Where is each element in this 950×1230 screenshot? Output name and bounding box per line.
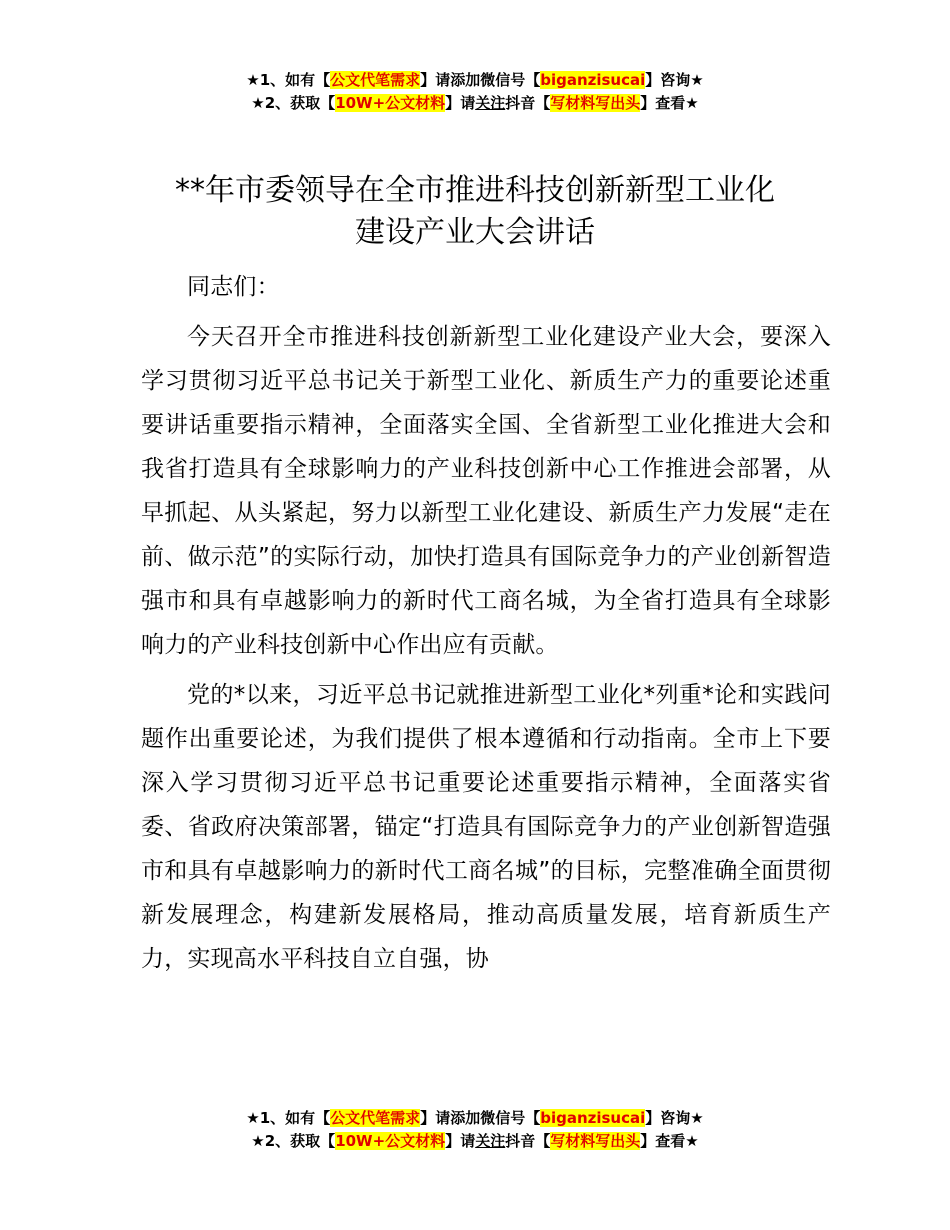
wechat-id-highlight: biganzisucai bbox=[540, 71, 646, 89]
banner-text: ★2、获取【 bbox=[251, 1132, 336, 1150]
header-banner bbox=[0, 69, 950, 115]
paragraph: 党的*以来，习近平总书记就推进新型工业化*列重*论和实践问题作出重要论述，为我们提供了根本遵循和行动指南。全市上下要深入学习贯彻习近平总书记重要论述重要指示精神，全面落实省委、省政府决策部署，锚定“打造具有国际竞争力的产业创新智造强市和具有卓越影响力的新时代工商名城”的目标，完整准确全面贯彻新发展理念，构建新发展格局，推动高质量发展，培育新质生产力，实现高水平科技自立自强，协 bbox=[141, 682, 831, 972]
banner-underlined: 关注 bbox=[475, 94, 506, 112]
banner-text: 抖音【 bbox=[505, 1132, 551, 1150]
banner-line-1 bbox=[0, 69, 950, 92]
banner-text: 】请添加微信号【 bbox=[420, 71, 541, 89]
title-line-1: **年市委领导在全市推进科技创新新型工业化 bbox=[175, 173, 775, 208]
banner-highlight: 写材料写出头 bbox=[550, 1132, 641, 1150]
banner-text: ★2、获取【 bbox=[251, 94, 336, 112]
banner-text: 】查看★ bbox=[640, 94, 699, 112]
banner-text: 】请 bbox=[445, 1132, 476, 1150]
banner-text: 】请添加微信号【 bbox=[420, 1109, 541, 1127]
banner-line-2 bbox=[0, 92, 950, 115]
banner-highlight: 公文代笔需求 bbox=[330, 71, 421, 89]
banner-text: 抖音【 bbox=[505, 94, 551, 112]
paragraph: 今天召开全市推进科技创新新型工业化建设产业大会，要深入学习贯彻习近平总书记关于新型工业化、新质生产力的重要论述重要讲话重要指示精神，全面落实全国、全省新型工业化推进大会和我省打造具有全球影响力的产业科技创新中心工作推进会部署，从早抓起、从头紧起，努力以新型工业化建设、新质生产力发展“走在前、做示范”的实际行动，加快打造具有国际竞争力的产业创新智造强市和具有卓越影响力的新时代工商名城，为全省打造具有全球影响力的产业科技创新中心作出应有贡献。 bbox=[141, 324, 831, 658]
banner-line-1 bbox=[0, 1107, 950, 1130]
banner-highlight: 写材料写出头 bbox=[550, 94, 641, 112]
banner-line-2 bbox=[0, 1130, 950, 1153]
banner-text: 】查看★ bbox=[640, 1132, 699, 1150]
banner-highlight: 公文代笔需求 bbox=[330, 1109, 421, 1127]
banner-text: ★1、如有【 bbox=[246, 1109, 331, 1127]
banner-text: 】咨询★ bbox=[645, 1109, 704, 1127]
banner-highlight: 10W+公文材料 bbox=[335, 94, 446, 112]
banner-text: 】咨询★ bbox=[645, 71, 704, 89]
title-line-2: 建设产业大会讲话 bbox=[355, 215, 595, 250]
banner-underlined: 关注 bbox=[475, 1132, 506, 1150]
footer-banner bbox=[0, 1107, 950, 1153]
wechat-id-highlight: biganzisucai bbox=[540, 1109, 646, 1127]
banner-highlight: 10W+公文材料 bbox=[335, 1132, 446, 1150]
banner-text: 】请 bbox=[445, 94, 476, 112]
salutation: 同志们： bbox=[187, 274, 280, 300]
banner-text: ★1、如有【 bbox=[246, 71, 331, 89]
document-body bbox=[141, 265, 831, 987]
document-title bbox=[100, 170, 850, 254]
